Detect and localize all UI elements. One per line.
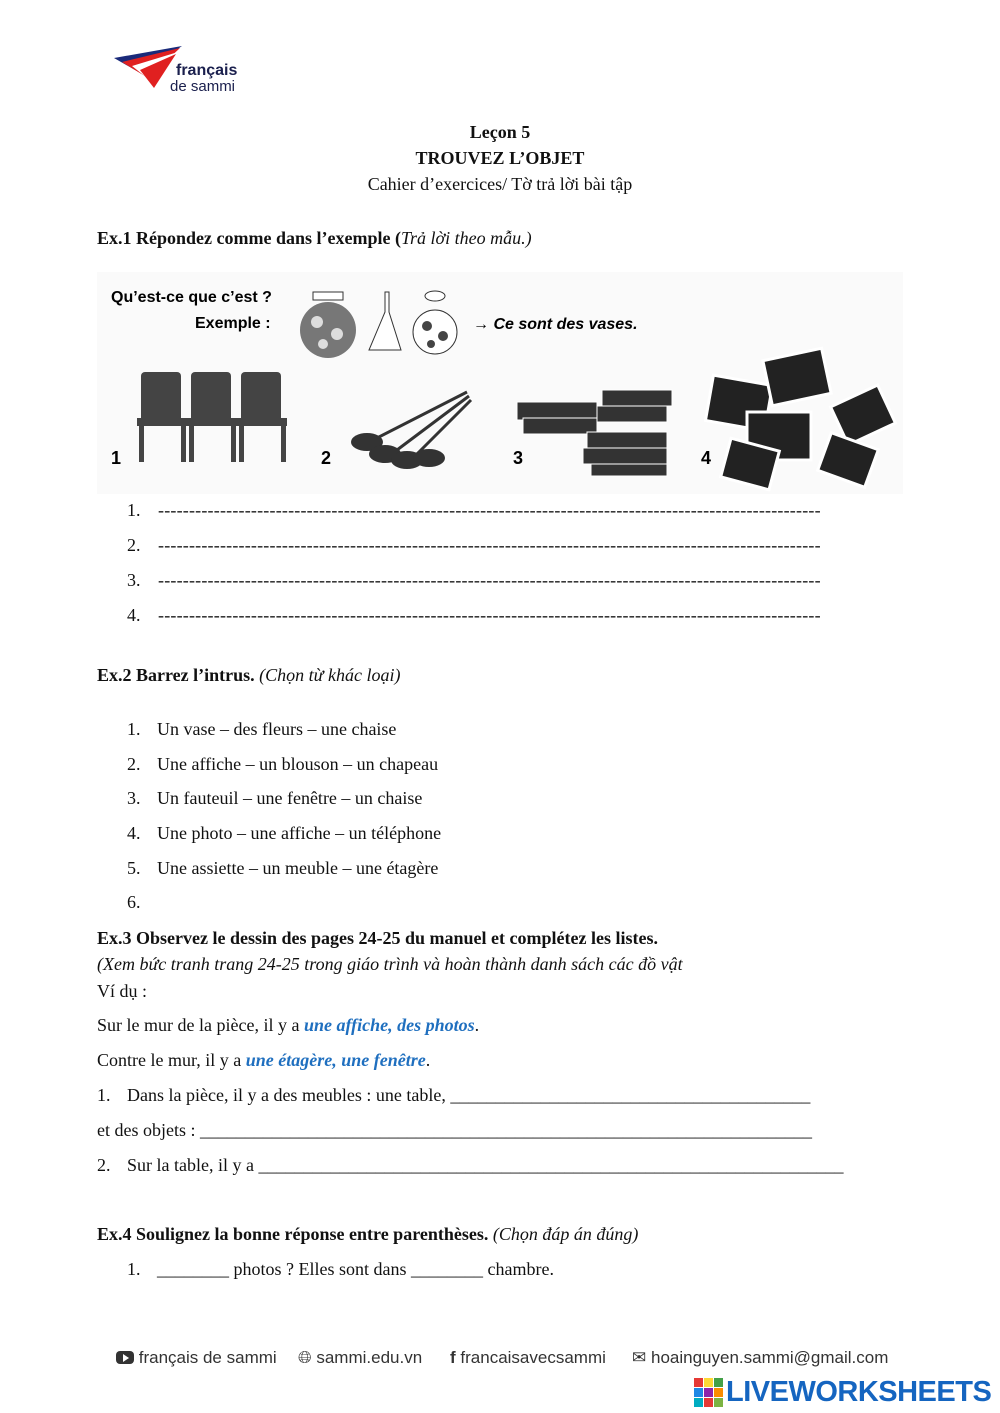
ex3-question-1[interactable]: 1. Dans la pièce, il y a des meubles : une table, ________________________________________ xyxy=(97,1085,811,1105)
ex3-question-1b[interactable]: et des objets : ____________________________________________________________________ xyxy=(97,1120,812,1140)
tulips-icon xyxy=(351,392,471,469)
ex1-answer-number-4: 4. xyxy=(127,605,141,625)
illus-number-4: 4 xyxy=(701,448,712,468)
illus-number-3: 3 xyxy=(513,448,524,468)
page-subtitle: Cahier d’exercices/ Tờ trả lời bài tập xyxy=(367,174,633,194)
ex3-example-label: Ví dụ : xyxy=(97,981,148,1001)
ex2-item: 1. Un vase – des fleurs – une chaise xyxy=(127,719,397,739)
lesson-number: Leçon 5 xyxy=(469,122,531,142)
mail-icon: ✉ xyxy=(632,1348,647,1367)
liveworksheets-text: LIVEWORKSHEETS xyxy=(726,1376,992,1408)
vases-icon xyxy=(300,291,457,358)
ex1-answer-line-1[interactable]: ----------------------------------------------------------------------------------------------------------- xyxy=(158,500,821,520)
globe-icon: 🌐︎ xyxy=(298,1348,312,1367)
ex2-title: Ex.2 Barrez l’intrus. (Chọn từ khác loại) xyxy=(97,665,401,685)
ex4-item[interactable]: 1. ________ photos ? Elles sont dans ________ chambre. xyxy=(127,1259,554,1279)
illus-number-1: 1 xyxy=(111,448,122,468)
ex2-item: 4. Une photo – une affiche – un téléphone xyxy=(127,823,442,843)
illus-question: Qu’est-ce que c’est ? xyxy=(111,289,272,306)
footer-youtube[interactable]: français de sammi xyxy=(116,1348,277,1368)
ex1-answer-line-2[interactable]: ----------------------------------------------------------------------------------------------------------- xyxy=(158,535,821,555)
ex1-answer-line-3[interactable]: ----------------------------------------------------------------------------------------------------------- xyxy=(158,570,821,590)
illus-example-label: Exemple : xyxy=(195,315,271,332)
brand-subname: de sammi xyxy=(170,78,236,95)
illus-number-2: 2 xyxy=(321,448,332,468)
footer-email[interactable]: ✉ hoainguyen.sammi@gmail.com xyxy=(632,1348,889,1367)
ex2-item: 2. Une affiche – un blouson – un chapeau xyxy=(127,754,439,774)
liveworksheets-watermark[interactable] xyxy=(692,1376,992,1410)
illus-example-answer: → Ce sont des vases. xyxy=(473,316,638,333)
ex2-item: 3. Un fauteuil – une fenêtre – un chaise xyxy=(127,788,423,808)
ex1-answer-number-3: 3. xyxy=(127,570,141,590)
ex3-example-1: Sur le mur de la pièce, il y a une affiche, des photos. xyxy=(97,1015,480,1035)
books-icon xyxy=(517,390,672,476)
ex1-title: Ex.1 Répondez comme dans l’exemple (Trả lời theo mẫu.) xyxy=(97,228,532,248)
facebook-icon: f xyxy=(450,1348,456,1367)
ex1-answer-line-4[interactable]: ----------------------------------------------------------------------------------------------------------- xyxy=(158,605,821,625)
youtube-icon xyxy=(116,1351,134,1364)
chairs-icon xyxy=(137,372,287,462)
page-title: TROUVEZ L’OBJET xyxy=(415,148,585,168)
ex3-question-2[interactable]: 2. Sur la table, il y a _________________________________________________________________ xyxy=(97,1155,844,1175)
ex2-item: 6. xyxy=(127,892,141,912)
ex1-illustration xyxy=(97,272,903,494)
ex1-answer-number-1: 1. xyxy=(127,500,141,520)
liveworksheets-logo-icon xyxy=(694,1378,724,1408)
ex4-title: Ex.4 Soulignez la bonne réponse entre parenthèses. (Chọn đáp án đúng) xyxy=(97,1224,639,1244)
footer-website[interactable]: 🌐︎ sammi.edu.vn xyxy=(298,1348,423,1367)
ex1-answer-number-2: 2. xyxy=(127,535,141,555)
brand-name: français xyxy=(176,62,238,79)
ex3-title: Ex.3 Observez le dessin des pages 24-25 du manuel et complétez les listes. xyxy=(97,928,658,948)
ex3-title-vi: (Xem bức tranh trang 24-25 trong giáo trình và hoàn thành danh sách các đồ vật xyxy=(97,954,683,974)
ex3-example-2: Contre le mur, il y a une étagère, une fenêtre. xyxy=(97,1050,431,1070)
photos-icon xyxy=(705,348,895,490)
brand-logo xyxy=(112,44,252,100)
ex2-item: 5. Une assiette – un meuble – une étagère xyxy=(127,858,439,878)
footer-facebook[interactable]: f francaisavecsammi xyxy=(450,1348,606,1367)
